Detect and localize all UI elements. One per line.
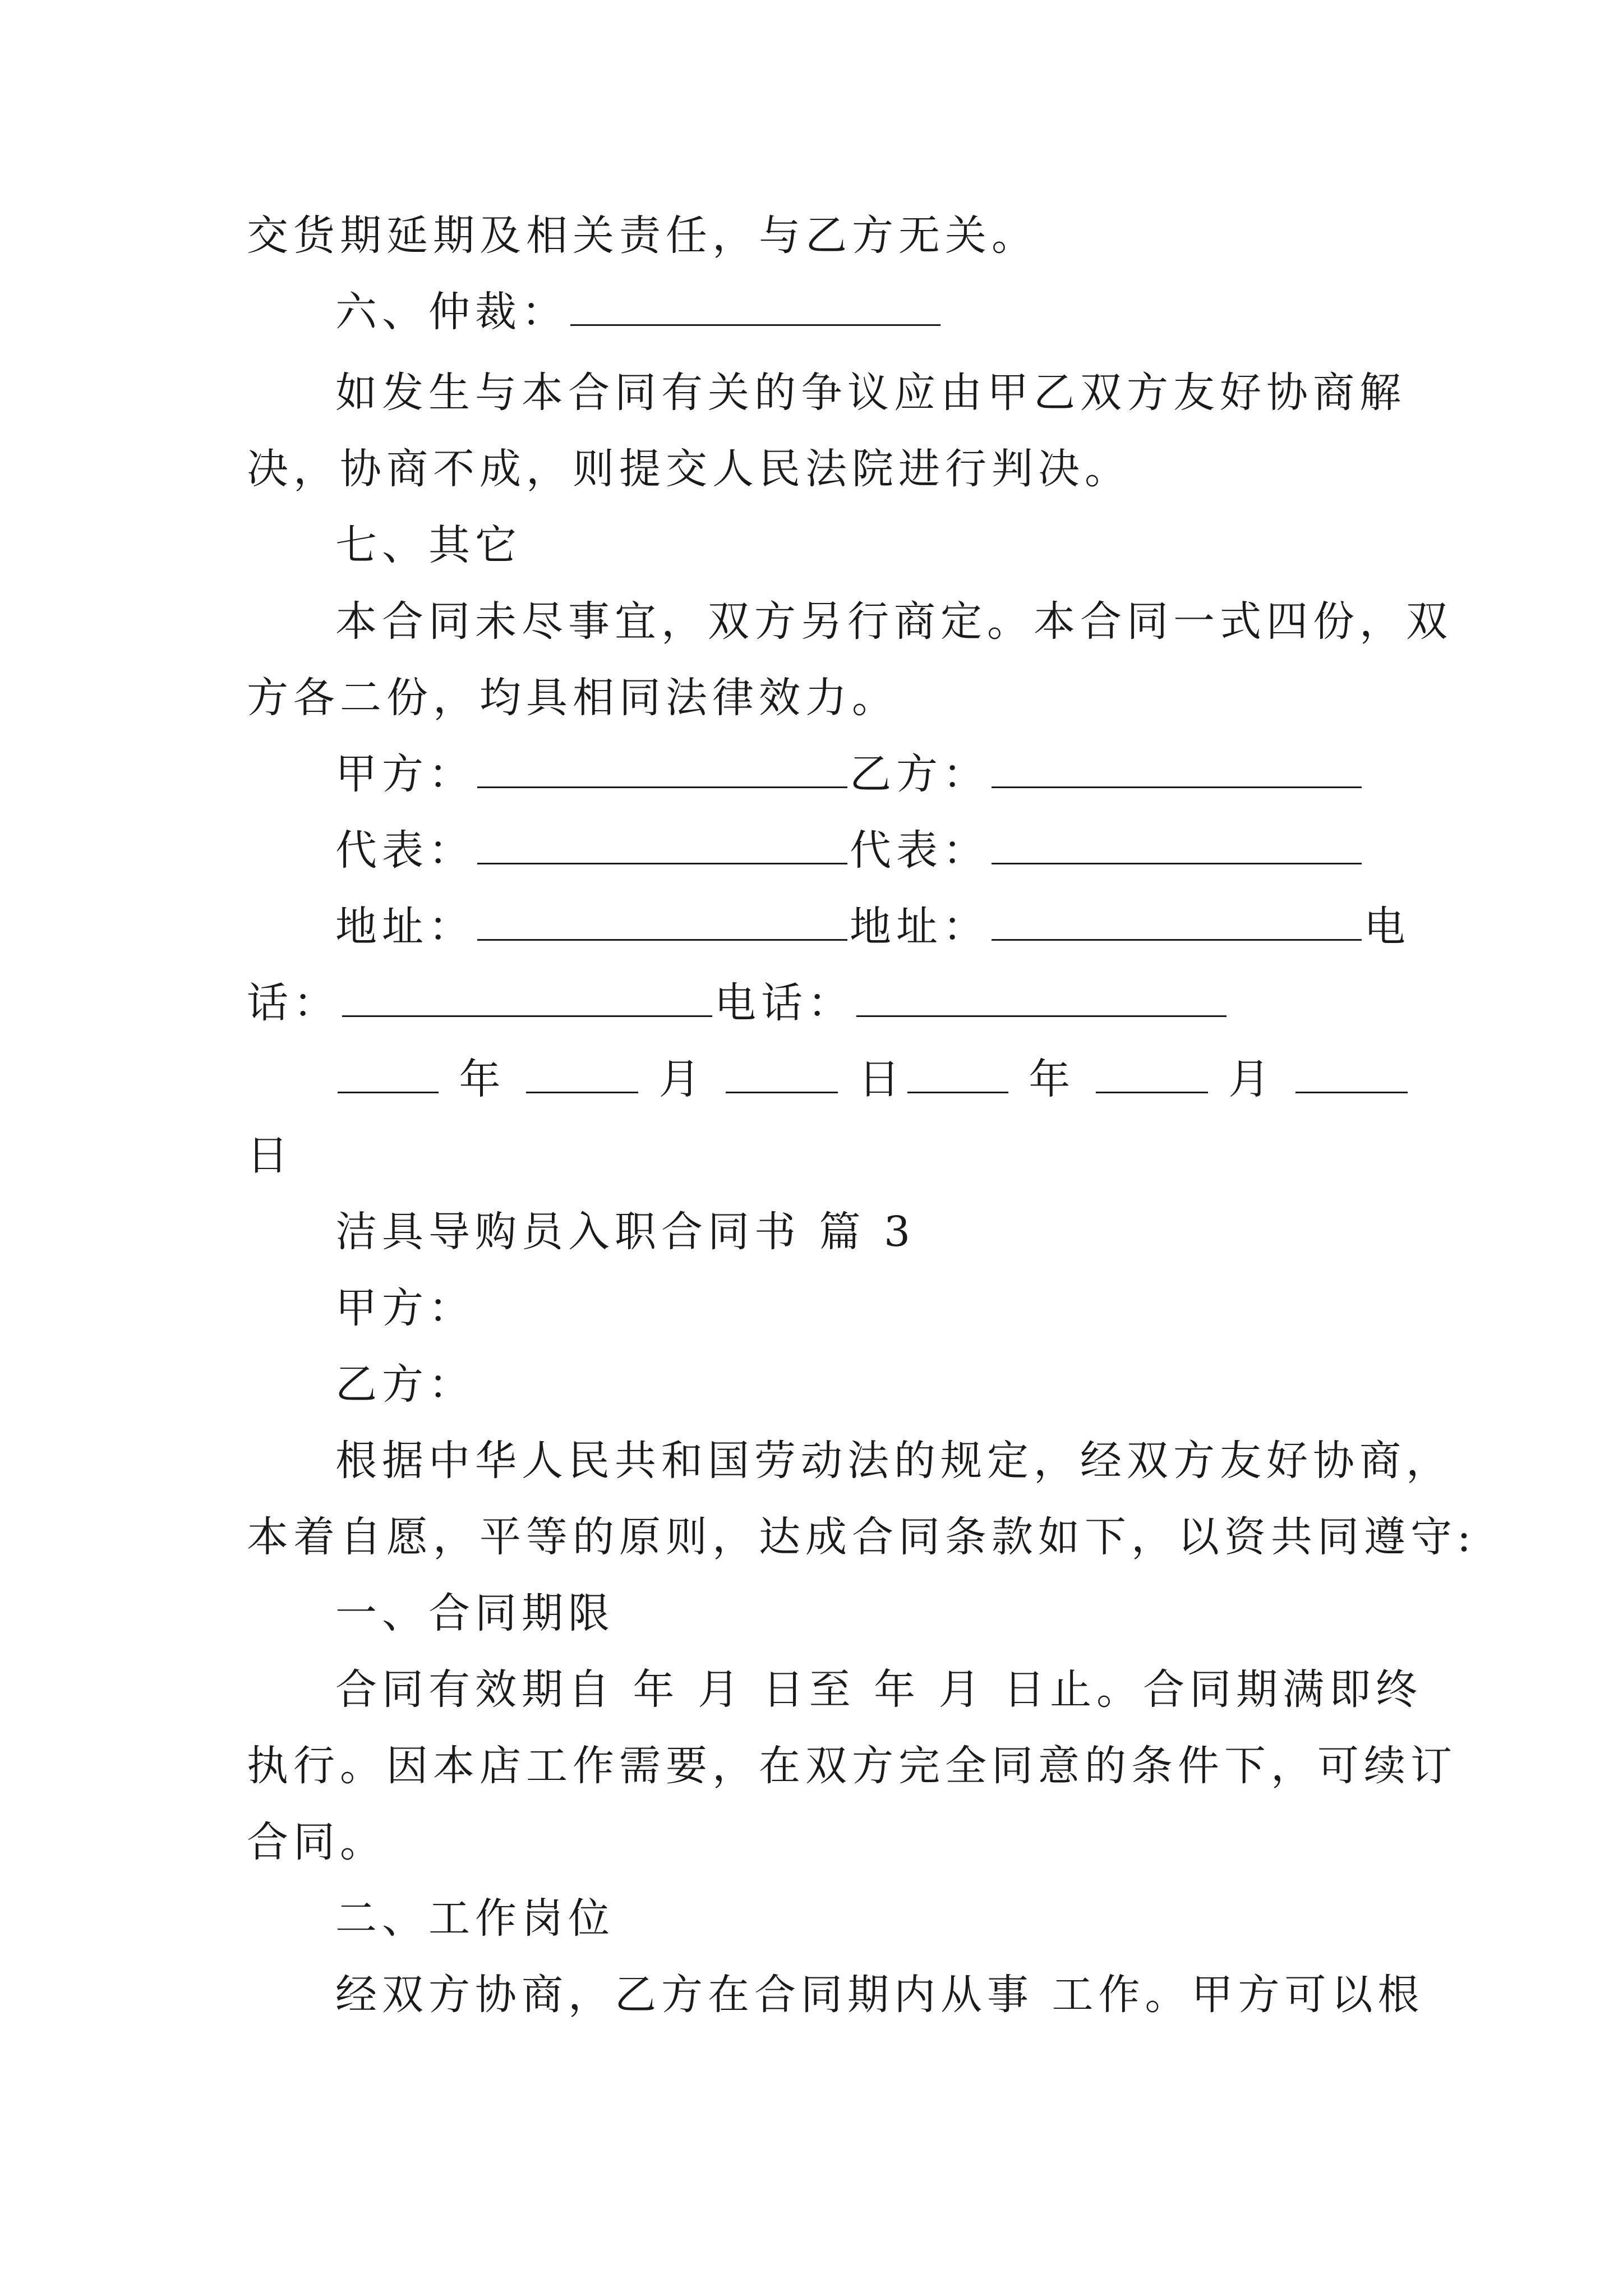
party-b-label: 乙方： <box>850 750 989 798</box>
party-a-line: 甲方： <box>335 1284 475 1332</box>
text-line: 本着自愿，平等的原则，达成合同条款如下，以资共同遵守: <box>247 1513 1476 1561</box>
text-line: 合同有效期自 年 月 日至 年 月 日止。合同期满即终 <box>335 1665 1423 1714</box>
month-label: 月 <box>658 1055 706 1103</box>
year-label: 年 <box>459 1055 506 1103</box>
party-a-blank <box>477 754 847 788</box>
day-label: 日 <box>858 1055 905 1103</box>
text-line: 执行。因本店工作需要，在双方完全同意的条件下，可续订 <box>247 1742 1457 1790</box>
text-line: 经双方协商，乙方在合同期内从事 工作。甲方可以根 <box>335 1971 1424 2019</box>
month-label: 月 <box>1228 1055 1275 1103</box>
year-b-blank <box>907 1059 1008 1093</box>
clause-one-heading: 一、合同期限 <box>335 1589 615 1637</box>
party-b-blank <box>992 754 1362 788</box>
phone-b-blank <box>856 983 1227 1017</box>
month-b-blank <box>1096 1059 1208 1093</box>
party-a-label: 甲方： <box>335 750 475 798</box>
text-line: 如发生与本合同有关的争议应由甲乙双方友好协商解 <box>335 369 1406 417</box>
arbitration-blank <box>570 292 940 326</box>
day-b-blank <box>1295 1059 1408 1093</box>
day-a-blank <box>726 1059 838 1093</box>
signature-row-representative <box>335 823 1364 877</box>
text-line: 合同。 <box>247 1818 386 1866</box>
year-a-blank <box>338 1059 439 1093</box>
signature-row-phone <box>247 976 1229 1030</box>
text-line: 本合同未尽事宜，双方另行商定。本合同一式四份，双 <box>335 597 1453 646</box>
text-line: 决，协商不成，则提交人民法院进行判决。 <box>247 445 1131 493</box>
year-label: 年 <box>1029 1055 1076 1103</box>
address-a-label: 地址： <box>335 903 475 951</box>
text-line: 方各二份，均具相同法律效力。 <box>247 674 898 722</box>
section-title: 洁具导购员入职合同书 篇 3 <box>335 1208 916 1256</box>
date-row <box>335 1052 1410 1106</box>
address-b-blank <box>992 907 1362 941</box>
party-b-line: 乙方： <box>335 1360 475 1409</box>
phone-a-blank <box>342 983 712 1017</box>
representative-b-blank <box>992 830 1362 864</box>
representative-a-blank <box>477 830 847 864</box>
month-a-blank <box>526 1059 638 1093</box>
clause-seven-heading: 七、其它 <box>335 521 522 569</box>
signature-row-party <box>335 747 1364 801</box>
text-line: 交货期延期及相关责任，与乙方无关。 <box>247 211 1038 260</box>
clause-two-heading: 二、工作岗位 <box>335 1894 615 1943</box>
phone-label-end: 话： <box>247 979 340 1027</box>
phone-label-start: 电 <box>1364 903 1410 951</box>
clause-six-heading <box>335 285 943 339</box>
address-a-blank <box>477 907 847 941</box>
representative-b-label: 代表： <box>850 826 989 875</box>
day-label: 日 <box>247 1131 293 1180</box>
address-b-label: 地址： <box>850 903 989 951</box>
clause-label: 六、仲裁： <box>335 288 568 336</box>
representative-a-label: 代表： <box>335 826 475 875</box>
phone-b-label: 电话： <box>714 979 854 1027</box>
signature-row-address <box>335 900 1410 954</box>
text-line: 根据中华人民共和国劳动法的规定，经双方友好协商， <box>335 1437 1453 1485</box>
